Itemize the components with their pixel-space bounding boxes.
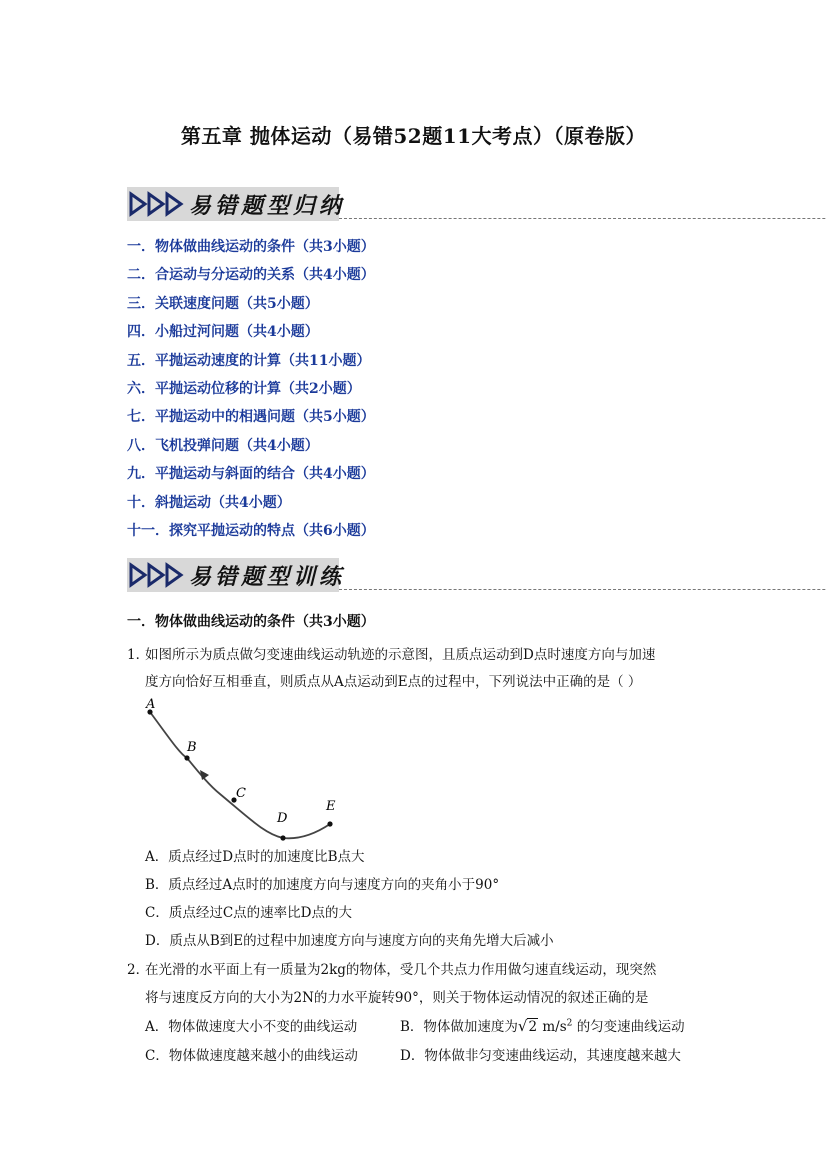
banner-title: 易错题型归纳 <box>189 194 346 219</box>
question-2-option-a[interactable]: A．物体做速度大小不变的曲线运动 <box>145 1019 358 1035</box>
toc-item-4[interactable]: 四．小船过河问题（共4小题） <box>127 324 319 341</box>
page-title: 第五章 抛体运动（易错52题11大考点）（原卷版） <box>180 124 647 148</box>
toc-item-10[interactable]: 十．斜抛运动（共4小题） <box>127 494 291 511</box>
toc-item-3[interactable]: 三．关联速度问题（共5小题） <box>127 295 319 312</box>
question-2-option-c[interactable]: C．物体做速度越来越小的曲线运动 <box>145 1048 358 1064</box>
banner-divider <box>339 589 827 590</box>
toc-item-5[interactable]: 五．平抛运动速度的计算（共11小题） <box>127 352 371 369</box>
trajectory-curve <box>150 712 330 838</box>
toc-item-1[interactable]: 一．物体做曲线运动的条件（共3小题） <box>127 239 375 255</box>
point-b <box>184 755 189 760</box>
question-1-option-b[interactable]: B．质点经过A点时的加速度方向与速度方向的夹角小于90° <box>145 877 500 893</box>
sqrt-radicand: 2 <box>528 1019 538 1035</box>
label-c: C <box>236 786 246 801</box>
unit-exponent: 2 <box>566 1018 573 1029</box>
sqrt-symbol: √ <box>517 1017 528 1035</box>
banner-title: 易错题型训练 <box>189 565 346 590</box>
label-d: D <box>277 811 288 826</box>
toc-item-2[interactable]: 二．合运动与分运动的关系（共4小题） <box>127 267 375 284</box>
label-a: A <box>146 697 156 712</box>
toc-item-11[interactable]: 十一．探究平抛运动的特点（共6小题） <box>127 522 375 539</box>
question-2-number: 2． <box>127 962 150 978</box>
point-e <box>327 821 332 826</box>
toc-item-7[interactable]: 七．平抛运动中的相遇问题（共5小题） <box>127 409 375 426</box>
question-2-option-d[interactable]: D．物体做非匀变速曲线运动，其速度越来越大 <box>400 1048 681 1064</box>
banner-divider <box>339 218 827 219</box>
unit: m/s <box>542 1019 567 1035</box>
table-of-contents <box>127 236 375 548</box>
question-2-line-1: 在光滑的水平面上有一质量为2kg的物体，受几个共点力作用做匀速直线运动，现突然 <box>145 962 657 978</box>
question-1-option-c[interactable]: C．质点经过C点的速率比D点的大 <box>145 905 352 921</box>
label-b: B <box>187 740 197 755</box>
toc-item-9[interactable]: 九．平抛运动与斜面的结合（共4小题） <box>127 466 375 483</box>
section-heading: 一．物体做曲线运动的条件（共3小题） <box>127 614 375 630</box>
question-1-option-a[interactable]: A．质点经过D点时的加速度比B点大 <box>145 849 365 865</box>
question-1-line-1: 如图所示为质点做匀变速曲线运动轨迹的示意图，且质点运动到D点时速度方向与加速 <box>145 647 656 663</box>
label-e: E <box>326 799 336 814</box>
triple-arrow-icon <box>129 191 187 217</box>
question-1-option-d[interactable]: D．质点从B到E的过程中加速度方向与速度方向的夹角先增大后减小 <box>145 933 554 949</box>
question-2-option-b[interactable] <box>400 1015 685 1035</box>
toc-item-8[interactable]: 八．飞机投弹问题（共4小题） <box>127 437 319 454</box>
question-1-number: 1． <box>127 647 150 663</box>
toc-item-6[interactable]: 六．平抛运动位移的计算（共2小题） <box>127 380 361 397</box>
question-1-line-2: 度方向恰好互相垂直，则质点从A点运动到E点的过程中，下列说法中正确的是（ ） <box>145 674 642 690</box>
option-b-suffix: 的匀变速曲线运动 <box>576 1019 685 1035</box>
option-b-prefix: B．物体做加速度为 <box>400 1019 518 1035</box>
point-d <box>280 835 285 840</box>
trajectory-figure <box>140 694 350 844</box>
question-2-line-2: 将与速度反方向的大小为2N的力水平旋转90°，则关于物体运动情况的叙述正确的是 <box>145 990 649 1006</box>
triple-arrow-icon <box>129 562 187 588</box>
